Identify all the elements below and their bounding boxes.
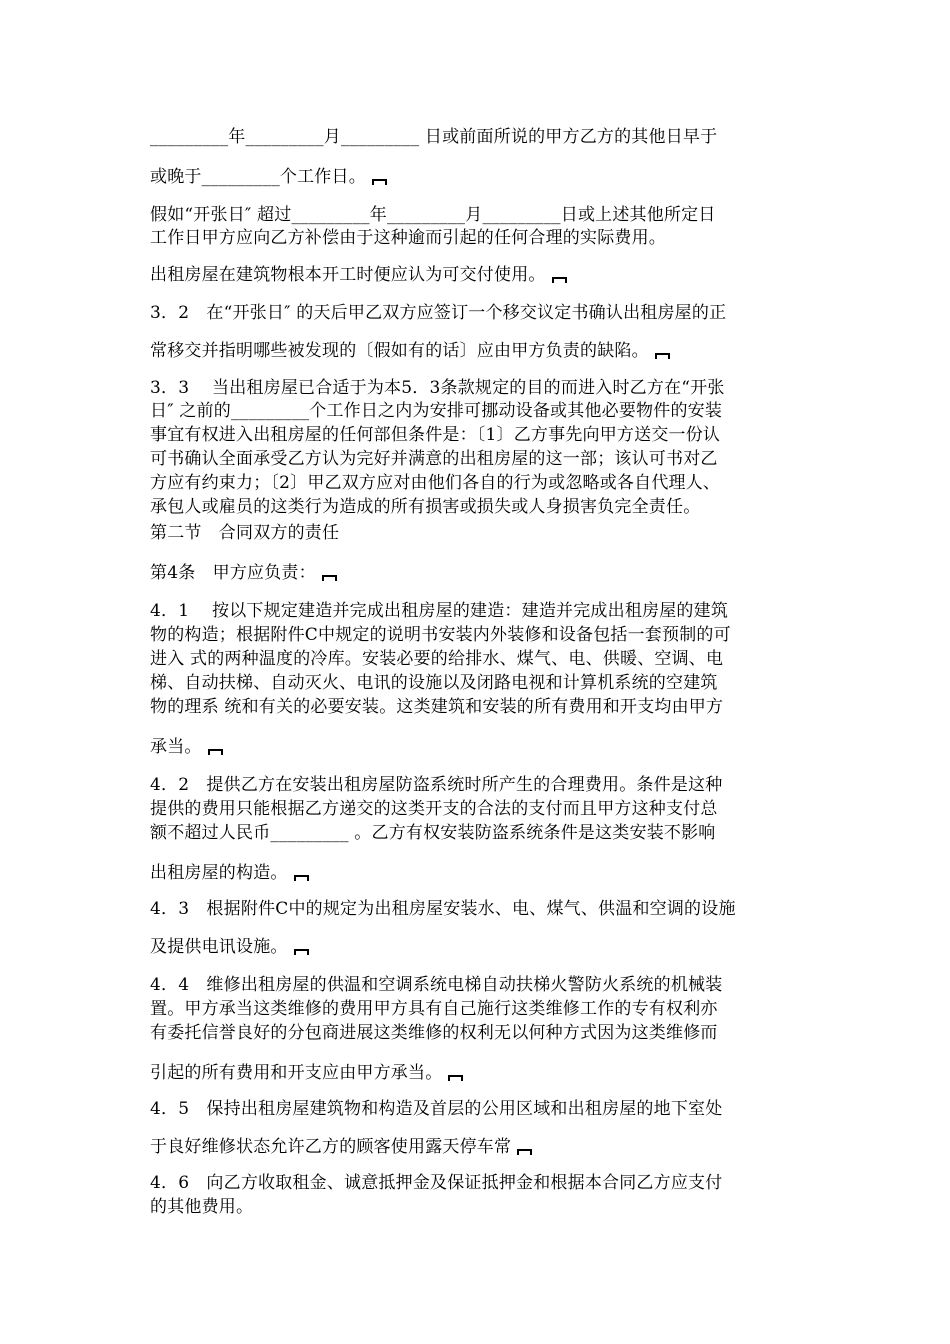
text-line-5: [150, 264, 810, 286]
text-line-2-content: 或晚于_________个工作日。: [150, 167, 366, 187]
text-line-21-content: 承当。: [150, 737, 202, 757]
text-line-24: [150, 822, 810, 844]
text-line-6: [150, 302, 810, 324]
text-line-11-content: 可书确认全面承受乙方认为完好并满意的出租房屋的这一部；该认可书对乙: [150, 449, 718, 469]
text-line-9-content: 日″ 之前的_________个工作日之内为安排可挪动设备或其他必要物件的安装: [150, 401, 723, 421]
text-line-25-content: 出租房屋的构造。: [150, 863, 288, 883]
article-heading-text: 第4条 甲方应负责：: [150, 563, 316, 583]
text-line-16-content: 4．1 按以下规定建造并完成出租房屋的建造：建造并完成出租房屋的建筑: [150, 601, 729, 621]
text-line-17: [150, 624, 810, 646]
text-line-34: [150, 1172, 810, 1194]
text-line-30: [150, 1022, 810, 1044]
text-line-8: [150, 377, 810, 399]
section-heading: [150, 522, 810, 544]
text-line-23-content: 提供的费用只能根据乙方递交的这类开支的合法的支付而且甲方这种支付总: [150, 799, 718, 819]
text-line-9: [150, 400, 810, 422]
text-line-21: [150, 736, 810, 758]
text-line-22-content: 4．2 提供乙方在安装出租房屋防盗系统时所产生的合理费用。条件是这种: [150, 775, 723, 795]
text-line-13: [150, 496, 810, 518]
text-line-2: [150, 166, 810, 188]
text-line-33: [150, 1136, 810, 1158]
text-line-26: [150, 898, 810, 920]
article-heading: [150, 562, 810, 584]
text-line-10: [150, 424, 810, 446]
text-line-6-content: 3．2 在“开张日″ 的天后甲乙双方应签订一个移交议定书确认出租房屋的正: [150, 303, 727, 323]
text-line-32: [150, 1098, 810, 1120]
text-line-10-content: 事宜有权进入出租房屋的任何部但条件是：〔1〕乙方事先向甲方送交一份认: [150, 425, 721, 445]
paragraph-mark-icon: [322, 575, 337, 581]
paragraph-mark-icon: [552, 277, 567, 283]
text-line-11: [150, 448, 810, 470]
text-line-29: [150, 998, 810, 1020]
text-line-17-content: 物的构造；根据附件C中规定的说明书安装内外装修和设备包括一套预制的可: [150, 625, 731, 645]
text-line-31-content: 引起的所有费用和开支应由甲方承当。: [150, 1063, 443, 1083]
text-line-18: [150, 648, 810, 670]
text-line-26-content: 4．3 根据附件C中的规定为出租房屋安装水、电、煤气、供温和空调的设施: [150, 899, 736, 919]
text-line-29-content: 置。甲方承当这类维修的费用甲方具有自己施行这类维修工作的专有权利亦: [150, 999, 718, 1019]
text-line-35: [150, 1196, 810, 1218]
text-line-33-content: 于良好维修状态允许乙方的顾客使用露天停车常: [150, 1137, 512, 1157]
text-line-34-content: 4．6 向乙方收取租金、诚意抵押金及保证抵押金和根据本合同乙方应支付: [150, 1173, 723, 1193]
text-line-12-content: 方应有约束力；〔2〕甲乙双方应对由他们各自的行为或忽略或各自代理人、: [150, 473, 721, 493]
paragraph-mark-icon: [448, 1075, 463, 1081]
text-line-30-content: 有委托信誉良好的分包商进展这类维修的权利无以何种方式因为这类维修而: [150, 1023, 718, 1043]
text-line-7-content: 常移交并指明哪些被发现的〔假如有的话〕应由甲方负责的缺陷。: [150, 341, 649, 361]
paragraph-mark-icon: [517, 1149, 532, 1155]
text-line-16: [150, 600, 810, 622]
text-line-13-content: 承包人或雇员的这类行为造成的所有损害或损失或人身损害负完全责任。: [150, 497, 701, 517]
paragraph-mark-icon: [655, 353, 670, 359]
text-line-19-content: 梯、自动扶梯、自动灭火、电讯的设施以及闭路电视和计算机系统的空建筑: [150, 673, 718, 693]
text-line-12: [150, 472, 810, 494]
text-line-27: [150, 936, 810, 958]
paragraph-mark-icon: [294, 875, 309, 881]
text-line-35-content: 的其他费用。: [150, 1197, 254, 1217]
text-line-4-content: 工作日甲方应向乙方补偿由于这种逾而引起的任何合理的实际费用。: [150, 228, 666, 248]
text-line-22: [150, 774, 810, 796]
text-line-3: [150, 204, 810, 226]
text-line-1-content: _________年_________月_________ 日或前面所说的甲方乙方的其他日早于: [150, 127, 718, 147]
text-line-5-content: 出租房屋在建筑物根本开工时便应认为可交付使用。: [150, 265, 546, 285]
text-line-3-content: 假如“开张日″ 超过_________年_________月_________日或上述其他所定日: [150, 205, 716, 225]
text-line-24-content: 额不超过人民币_________ 。乙方有权安装防盗系统条件是这类安装不影响: [150, 823, 716, 843]
text-line-32-content: 4．5 保持出租房屋建筑物和构造及首层的公用区域和出租房屋的地下室处: [150, 1099, 723, 1119]
text-line-27-content: 及提供电讯设施。: [150, 937, 288, 957]
section-heading-text: 第二节 合同双方的责任: [150, 523, 340, 543]
text-line-20-content: 物的理系 统和有关的必要安装。这类建筑和安装的所有费用和开支均由甲方: [150, 697, 724, 717]
text-line-18-content: 进入 式的两种温度的冷库。安装必要的给排水、煤气、电、供暖、空调、电: [150, 649, 724, 669]
text-line-1: [150, 126, 810, 148]
text-line-31: [150, 1062, 810, 1084]
text-line-20: [150, 696, 810, 718]
text-line-28-content: 4．4 维修出租房屋的供温和空调系统电梯自动扶梯火警防火系统的机械装: [150, 975, 723, 995]
text-line-8-content: 3．3 当出租房屋已合适于为本5．3条款规定的目的而进入时乙方在“开张: [150, 378, 725, 398]
paragraph-mark-icon: [208, 749, 223, 755]
text-line-23: [150, 798, 810, 820]
text-line-25: [150, 862, 810, 884]
text-line-4: [150, 227, 810, 249]
text-line-28: [150, 974, 810, 996]
paragraph-mark-icon: [372, 179, 387, 185]
text-line-19: [150, 672, 810, 694]
text-line-7: [150, 340, 810, 362]
paragraph-mark-icon: [294, 949, 309, 955]
